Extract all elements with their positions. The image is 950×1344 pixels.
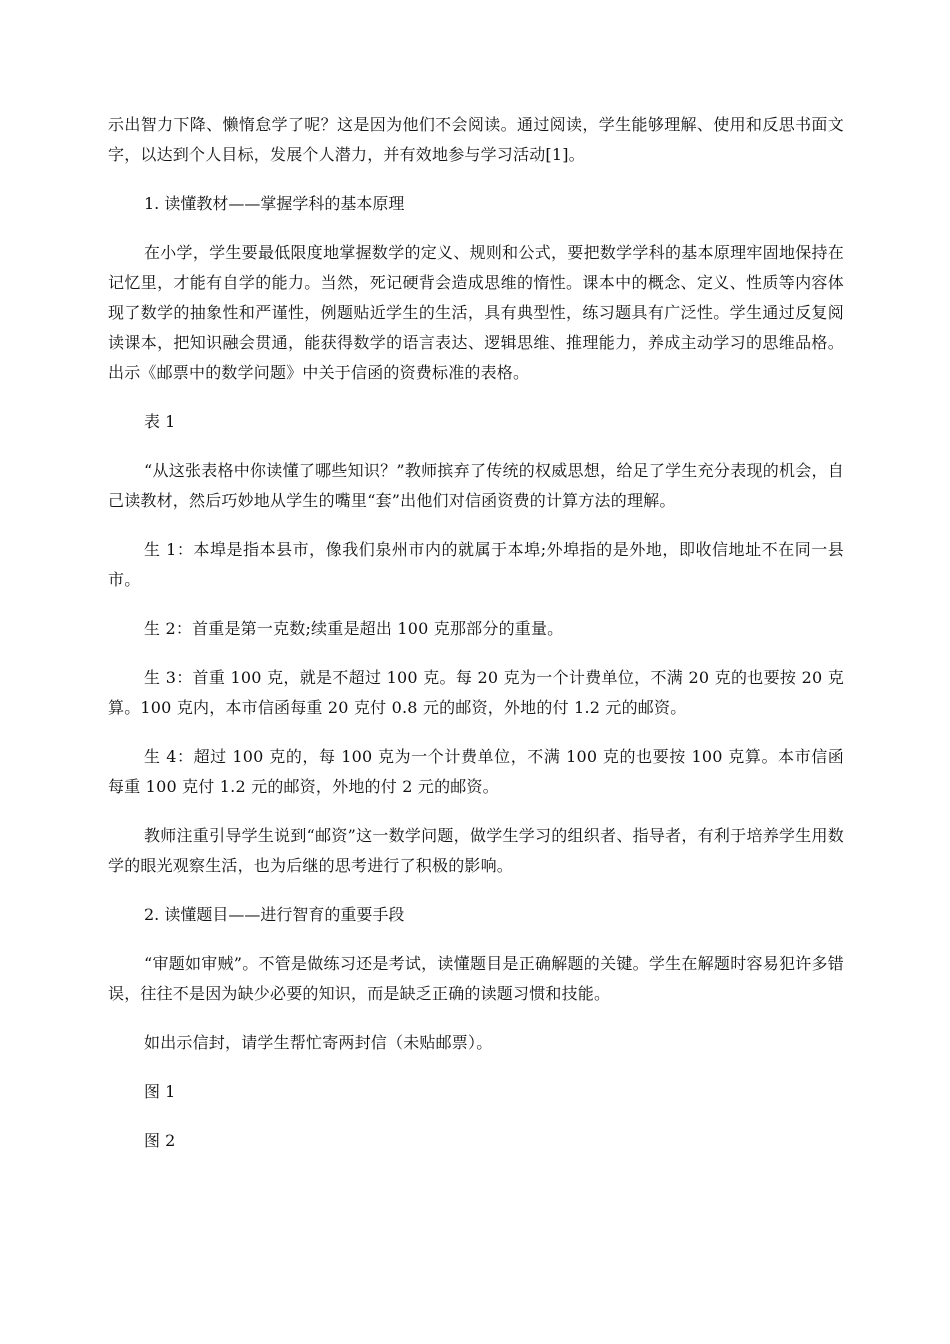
document-body	[108, 110, 844, 1175]
paragraph-question: “从这张表格中你读懂了哪些知识？”教师摈弃了传统的权威思想，给足了学生充分表现的机会，自己读教材，然后巧妙地从学生的嘴里“套”出他们对信函资费的计算方法的理解。	[108, 461, 844, 510]
paragraph-intro: 示出智力下降、懒惰怠学了呢？这是因为他们不会阅读。通过阅读，学生能够理解、使用和反思书面文字，以达到个人目标，发展个人潜力，并有效地参与学习活动[1]。	[108, 115, 844, 164]
paragraph-textbook: 在小学，学生要最低限度地掌握数学的定义、规则和公式，要把数学学科的基本原理牢固地保持在记忆里，才能有自学的能力。当然，死记硬背会造成思维的惰性。课本中的概念、定义、性质等内容体现了数学的抽象性和严谨性，例题贴近学生的生活，具有典型性，练习题具有广泛性。学生通过反复阅读课本，把知识融会贯通，能获得数学的语言表达、逻辑思维、推理能力，养成主动学习的思维品格。出示《邮票中的数学问题》中关于信函的资费标准的表格。	[108, 243, 844, 382]
figure-label-2: 图 2	[144, 1131, 176, 1150]
paragraph-student-2: 生 2：首重是第一克数;续重是超出 100 克那部分的重量。	[144, 619, 564, 638]
paragraph-student-1: 生 1：本埠是指本县市，像我们泉州市内的就属于本埠;外埠指的是外地，即收信地址不在同一县市。	[108, 540, 844, 589]
section-heading-2: 2. 读懂题目——进行智育的重要手段	[144, 905, 405, 924]
paragraph-student-4: 生 4：超过 100 克的，每 100 克为一个计费单位，不满 100 克的也要按 100 克算。本市信函每重 100 克付 1.2 元的邮资，外地的付 2 元的邮资。	[108, 747, 844, 796]
paragraph-teacher: 教师注重引导学生说到“邮资”这一数学问题，做学生学习的组织者、指导者，有利于培养学生用数学的眼光观察生活，也为后继的思考进行了积极的影响。	[108, 826, 844, 875]
paragraph-student-3: 生 3：首重 100 克，就是不超过 100 克。每 20 克为一个计费单位，不满 20 克的也要按 20 克算。100 克内，本市信函每重 20 克付 0.8 元的邮资，外地的付 1.2 元的邮资。	[108, 668, 844, 717]
section-heading-1: 1. 读懂教材——掌握学科的基本原理	[144, 194, 405, 213]
table-label: 表 1	[144, 412, 176, 431]
paragraph-reading-questions: “审题如审贼”。不管是做练习还是考试，读懂题目是正确解题的关键。学生在解题时容易犯许多错误，往往不是因为缺少必要的知识，而是缺乏正确的读题习惯和技能。	[108, 954, 844, 1003]
paragraph-envelope: 如出示信封，请学生帮忙寄两封信（未贴邮票）。	[144, 1033, 493, 1052]
figure-label-1: 图 1	[144, 1082, 176, 1101]
